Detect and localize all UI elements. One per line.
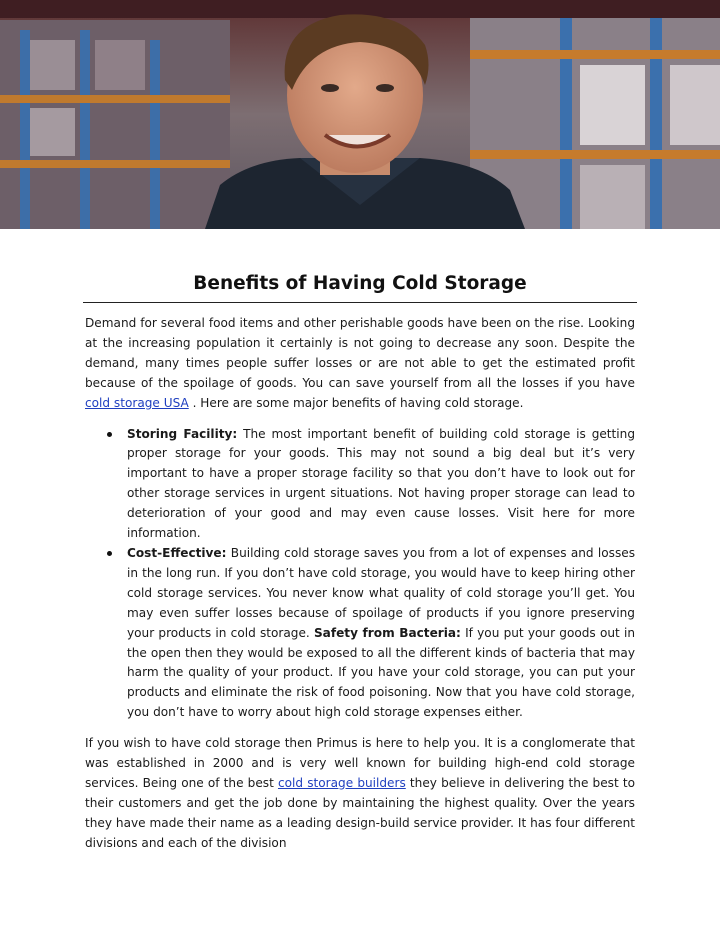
- cold-storage-builders-link[interactable]: cold storage builders: [277, 775, 406, 790]
- title-divider: [83, 302, 637, 303]
- bullet-heading: Cost-Effective:: [127, 545, 227, 560]
- bullet-heading: Storing Facility:: [127, 426, 238, 441]
- article-title: Benefits of Having Cold Storage: [193, 273, 527, 294]
- bullet-text: The most important benefit of building cold storage is getting proper storage for your goods. This may not sound a big deal but it’s very important to have a proper storage facility so that you don’t have to look out for other storage services in urgent situations. Not having proper storage can lead to deterioration of your good and may even cause losses. Visit here for more information.: [127, 426, 635, 541]
- man-portrait-photo-icon: [0, 0, 720, 229]
- intro-paragraph: [85, 314, 635, 414]
- closing-text-end: they believe in delivering the best to their customers and get the job done by maintaining the highest quality. Over the years they have made their name as a leading design-build service provider. It has four different divisions and each of the division: [85, 775, 636, 850]
- intro-text-end: . Here are some major benefits of having cold storage.: [188, 395, 524, 410]
- bullet-subheading: Safety from Bacteria:: [313, 625, 461, 640]
- article: [85, 262, 635, 854]
- list-item: [127, 544, 635, 723]
- bullet-subtext: If you put your goods out in the open then they would be exposed to all the different kinds of bacteria that may harm the quality of your product. If you have your cold storage, you can put your products and eliminate the risk of food poisoning. Now that you have cold storage, you don’t have to worry about high cold storage expenses either.: [127, 625, 635, 720]
- header-photo: [0, 0, 720, 229]
- list-item: [127, 425, 635, 544]
- cold-storage-usa-link[interactable]: cold storage USA: [85, 395, 189, 410]
- bullet-icon: [107, 551, 112, 556]
- closing-paragraph: [85, 734, 635, 853]
- bullet-text: Building cold storage saves you from a lot of expenses and losses in the long run. If you don’t have cold storage, you would have to keep hiring other cold storage services. You never know what quality of cold storage you’ll get. You may even suffer losses because of spoilage of products if you ignore preserving your products in cold storage.: [127, 545, 635, 640]
- bullet-icon: [107, 432, 112, 437]
- closing-text: If you wish to have cold storage then Primus is here to help you. It is a conglomerate that was established in 2000 and is very well known for building high-end cold storage services. Being one of the best: [85, 736, 635, 790]
- intro-text: Demand for several food items and other perishable goods have been on the rise. Looking at the increasing population it certainly is not going to decrease any soon. Despite the demand, many times people suffer losses or are not able to get the estimated profit because of the spoilage of goods. You can save yourself from all the losses if you have: [85, 316, 635, 390]
- benefits-list: [85, 425, 635, 724]
